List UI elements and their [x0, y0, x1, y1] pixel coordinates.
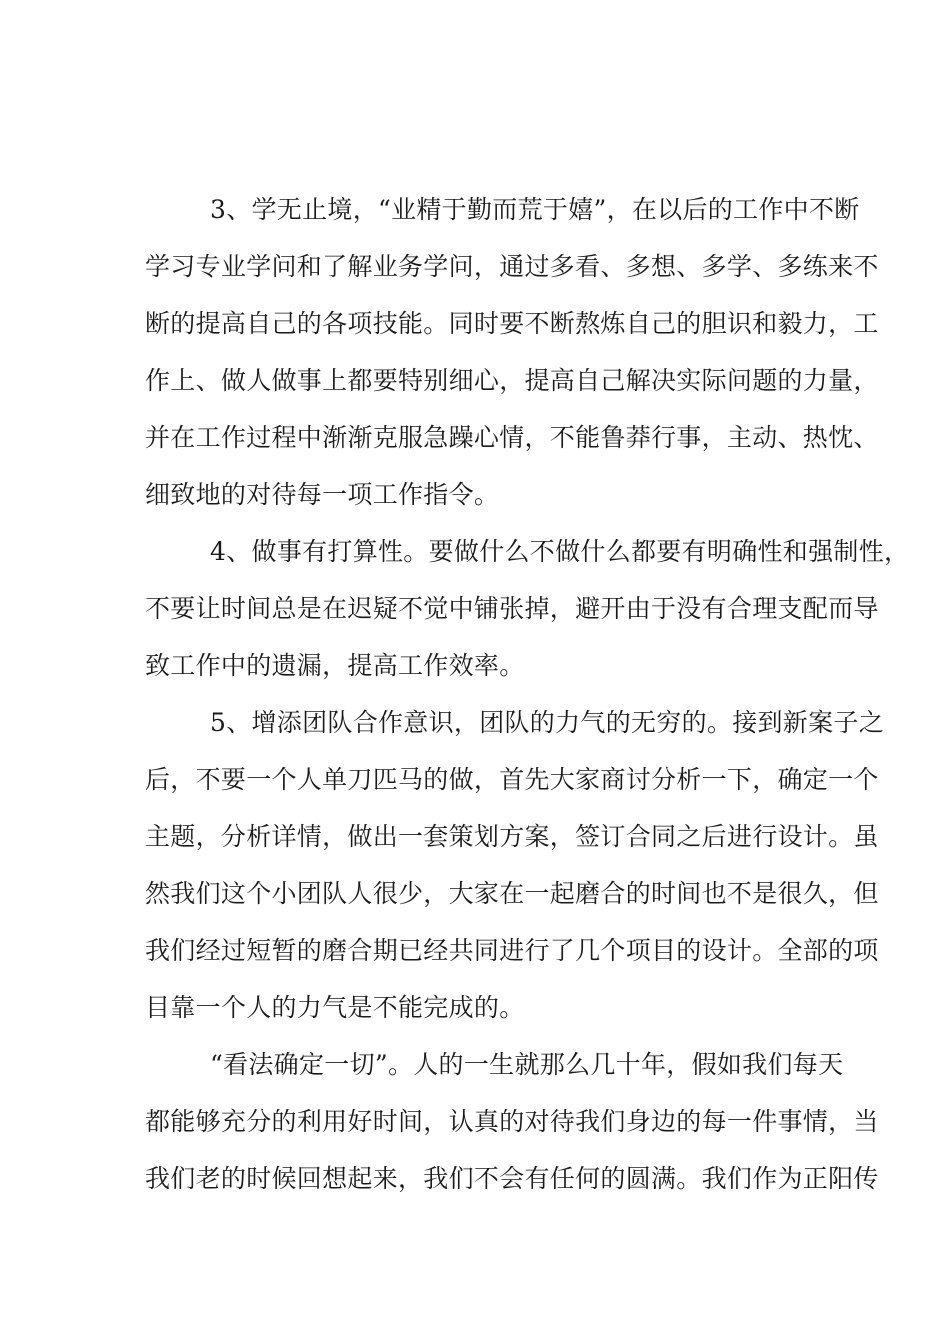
paragraph-3-line-4: 作上、做人做事上都要特别细心，提高自己解决实际问题的力量，: [145, 366, 879, 395]
paragraph-4-line-1: 4、做事有打算性。要做什么不做什么都要有明确性和强制性，: [210, 537, 910, 566]
paragraph-5-line-2: 后，不要一个人单刀匹马的做，首先大家商讨分析一下，确定一个: [145, 765, 879, 794]
paragraph-5-line-4: 然我们这个小团队人很少，大家在一起磨合的时间也不是很久，但: [145, 879, 879, 908]
paragraph-4-line-3: 致工作中的遗漏，提高工作效率。: [145, 651, 525, 680]
paragraph-3-line-2: 学习专业学问和了解业务学问，通过多看、多想、多学、多练来不: [145, 252, 879, 281]
paragraph-4-line-2: 不要让时间总是在迟疑不觉中铺张掉，避开由于没有合理支配而导: [145, 594, 879, 623]
paragraph-5-line-5: 我们经过短暂的磨合期已经共同进行了几个项目的设计。全部的项: [145, 936, 879, 965]
paragraph-5-line-1: 5、增添团队合作意识，团队的力气的无穷的。接到新案子之: [210, 708, 885, 737]
paragraph-5-line-6: 目靠一个人的力气是不能完成的。: [145, 993, 525, 1022]
paragraph-3-line-1: 3、学无止境，“业精于勤而荒于嬉”，在以后的工作中不断: [210, 195, 860, 224]
paragraph-6-line-2: 都能够充分的利用好时间，认真的对待我们身边的每一件事情，当: [145, 1107, 879, 1136]
paragraph-3-line-5: 并在工作过程中渐渐克服急躁心情，不能鲁莽行事，主动、热忱、: [145, 423, 879, 452]
paragraph-6-line-1: “看法确定一切”。人的一生就那么几十年，假如我们每天: [210, 1050, 844, 1079]
paragraph-6-line-3: 我们老的时候回想起来，我们不会有任何的圆满。我们作为正阳传: [145, 1164, 879, 1193]
paragraph-5-line-3: 主题，分析详情，做出一套策划方案，签订合同之后进行设计。虽: [145, 822, 879, 851]
paragraph-3-line-6: 细致地的对待每一项工作指令。: [145, 480, 500, 509]
paragraph-3-line-3: 断的提高自己的各项技能。同时要不断熬炼自己的胆识和毅力，工: [145, 309, 879, 338]
